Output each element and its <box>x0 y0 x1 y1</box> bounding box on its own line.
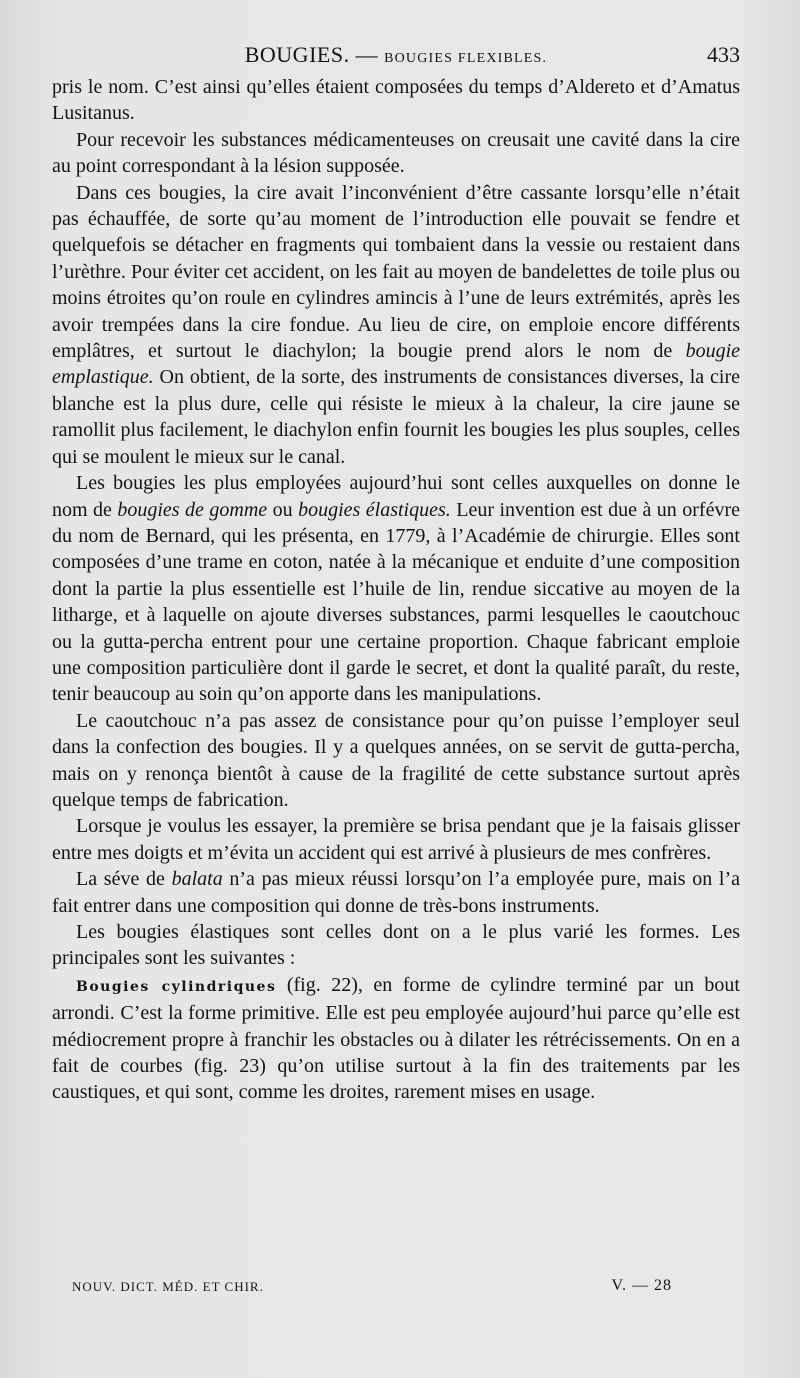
footer-signature: NOUV. DICT. MÉD. ET CHIR. <box>72 1279 264 1294</box>
running-header <box>52 42 740 74</box>
paragraph-text: Lorsque je voulus les essayer, la première se brisa pendant que je la faisais glisser entre mes doigts et m’évita un accident qui est arrivé à plusieurs de mes confrères. <box>52 815 740 864</box>
paragraph-text: Pour recevoir les substances médicamenteuses on creusait une cavité dans la cire au point correspondant à la lésion supposée. <box>52 128 740 178</box>
paragraph <box>52 919 740 972</box>
paragraph-text: n’a pas mieux réussi lorsqu’on l’a employée pure, mais on l’a fait entrer dans une composition qui donne de très-bons instruments. <box>52 868 741 917</box>
page-number: 433 <box>707 42 740 67</box>
body-text <box>52 74 740 1106</box>
paragraph <box>52 74 740 127</box>
running-title-main: BOUGIES. <box>244 42 350 67</box>
paragraph <box>52 470 740 708</box>
footer-volume-sheet: V. — 28 <box>611 1277 672 1294</box>
bold-heading-term: Bougies cylindriques <box>76 978 277 995</box>
paragraph <box>52 127 740 180</box>
paragraph <box>52 813 740 866</box>
page-footer <box>72 1279 672 1301</box>
paragraph-text: Les bougies les plus employées aujourd’hui sont celles auxquelles on donne le nom de <box>52 472 740 521</box>
running-title <box>52 42 740 68</box>
running-title-sub: BOUGIES FLEXIBLES. <box>384 51 548 66</box>
paragraph <box>52 708 740 814</box>
italic-term: bougie emplastique. <box>52 340 740 389</box>
paragraph <box>52 972 740 1106</box>
paragraph-text: La séve de <box>76 868 172 891</box>
paragraph <box>52 180 740 470</box>
paragraph-text: Les bougies élastiques sont celles dont on a le plus varié les formes. Les principales sont les suivantes : <box>52 921 740 970</box>
paragraph-text: pris le nom. C’est ainsi qu’elles étaient composées du temps d’Aldereto et d’Amatus Lusitanus. <box>52 76 740 125</box>
running-title-separator: — <box>349 42 385 67</box>
italic-term: bougies élastiques. <box>298 498 451 521</box>
paragraph <box>52 866 740 919</box>
italic-term: balata <box>171 868 223 891</box>
paragraph-text: On obtient, de la sorte, des instruments de consistances diverses, la cire blanche est la plus dure, celle qui résiste le mieux à la chaleur, la cire jaune se ramollit plus facilement, le diachylon enfin fournit les bougies les plus souples, celles qui se moulent le mieux sur le canal. <box>52 366 740 468</box>
paragraph-text: ou <box>267 498 299 521</box>
paragraph-text: (fig. 22), en forme de cylindre terminé par un bout arrondi. C’est la forme primitive. Elle est peu employée aujourd’hui parce qu’elle est médiocrement propre à franchir les obstacles ou à dilater les rétrécissements. On en a fait de courbes (fig. 23) qu’on utilise surtout à la fin des traitements par les caustiques, et qui sont, comme les droites, rarement mises en usage. <box>52 973 740 1104</box>
paragraph-text: Leur invention est due à un orfévre du nom de Bernard, qui les présenta, en 1779, à l’Académie de chirurgie. Elles sont composées d’une trame en coton, natée à la mécanique et enduite d’une composition dont la partie la plus essentielle est l’huile de lin, rendue siccative au moyen de la litharge, et à laquelle on ajoute diverses substances, parmi lesquelles le caoutchouc ou la gutta-percha entrent pour une certaine proportion. Chaque fabricant emploie une composition particulière dont il garde le secret, et dont la qualité paraît, du reste, tenir beaucoup au soin qu’on apporte dans les manipulations. <box>52 498 741 706</box>
italic-term: bougies de gomme <box>117 498 268 521</box>
paragraph-text: Le caoutchouc n’a pas assez de consistance pour qu’on puisse l’employer seul dans la confection des bougies. Il y a quelques années, on se servit de gutta-percha, mais on y renonça bientôt à cause de la fragilité de cette substance surtout après quelque temps de fabrication. <box>52 709 740 811</box>
paragraph-text: Dans ces bougies, la cire avait l’inconvénient d’être cassante lorsqu’elle n’était pas échauffée, de sorte qu’au moment de l’introduction elle pouvait se fendre et quelquefois se détacher en fragments qui tombaient dans la vessie ou restaient dans l’urèthre. Pour éviter cet accident, on les fait au moyen de bandelettes de toile plus ou moins étroites qu’on roule en cylindres amincis à l’une de leurs extrémités, après les avoir trempées dans la cire fondue. Au lieu de cire, on emploie encore différents emplâtres, et surtout le diachylon; la bougie prend alors le nom de <box>52 181 740 363</box>
